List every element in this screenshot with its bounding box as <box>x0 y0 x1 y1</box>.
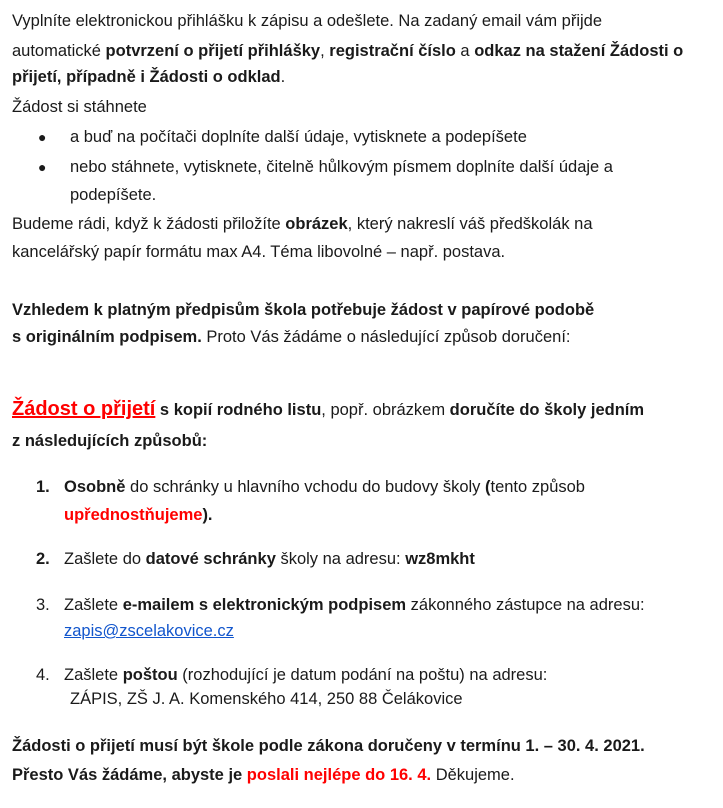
bullet-item-1: a buď na počítači doplníte další údaje, vytisknete a podepíšete <box>70 128 527 146</box>
intro-line-3: přijetí, případně i Žádosti o odklad. <box>12 68 286 86</box>
email-link[interactable]: zapis@zscelakovice.cz <box>64 622 234 640</box>
paper-line-1: Vzhledem k platným předpisům škola potřebuje žádost v papírové podobě <box>12 301 595 319</box>
bullet-icon: ● <box>38 159 47 175</box>
method-1-line-1: Osobně do schránky u hlavního vchodu do budovy školy (tento způsob <box>64 478 585 496</box>
delivery-line-2: z následujících způsobů: <box>12 432 208 450</box>
method-4-number: 4. <box>36 666 50 684</box>
application-title: Žádost o přijetí <box>12 398 156 420</box>
method-2-line: Zašlete do datové schránky školy na adresu: wz8mkht <box>64 550 475 568</box>
method-3-line-1: Zašlete e-mailem s elektronickým podpisem zákonného zástupce na adresu: <box>64 596 645 614</box>
method-4-line-1: Zašlete poštou (rozhodující je datum podání na poštu) na adresu: <box>64 666 548 684</box>
bullet-icon: ● <box>38 129 47 145</box>
drawing-line-1: Budeme rádi, když k žádosti přiložíte obrázek, který nakreslí váš předškolák na <box>12 215 593 233</box>
method-3-line-2 <box>64 620 234 642</box>
download-heading: Žádost si stáhnete <box>12 98 147 116</box>
method-3-number: 3. <box>36 596 50 614</box>
method-2-number: 2. <box>36 550 50 568</box>
intro-line-2: automatické potvrzení o přijetí přihlášky, registrační číslo a odkaz na stažení Žádosti o <box>12 42 684 60</box>
method-1-number: 1. <box>36 478 50 496</box>
paper-line-2: s originálním podpisem. Proto Vás žádáme o následující způsob doručení: <box>12 328 571 346</box>
registration-number-text: registrační číslo <box>329 42 456 60</box>
confirmation-text: potvrzení o přijetí přihlášky <box>105 42 321 60</box>
intro-line-1: Vyplníte elektronickou přihlášku k zápisu a odešlete. Na zadaný email vám přijde <box>12 12 603 30</box>
download-link-text: odkaz na stažení Žádosti o <box>474 42 684 60</box>
data-box-id: wz8mkht <box>405 550 475 568</box>
bullet-item-2-cont: podepíšete. <box>70 186 157 204</box>
delivery-line-1: Žádost o přijetí s kopií rodného listu, popř. obrázkem doručíte do školy jedním <box>12 398 645 420</box>
drawing-line-2: kancelářský papír formátu max A4. Téma libovolné – např. postava. <box>12 243 506 261</box>
postal-address: ZÁPIS, ZŠ J. A. Komenského 414, 250 88 Čelákovice <box>70 690 463 708</box>
deadline-line-1: Žádosti o přijetí musí být škole podle zákona doručeny v termínu 1. – 30. 4. 2021. <box>12 737 645 755</box>
deadline-line-2: Přesto Vás žádáme, abyste je poslali nejlépe do 16. 4. Děkujeme. <box>12 766 515 784</box>
bullet-item-2: nebo stáhnete, vytisknete, čitelně hůlkovým písmem doplníte další údaje a <box>70 158 613 176</box>
method-1-line-2: upřednostňujeme). <box>64 506 213 524</box>
